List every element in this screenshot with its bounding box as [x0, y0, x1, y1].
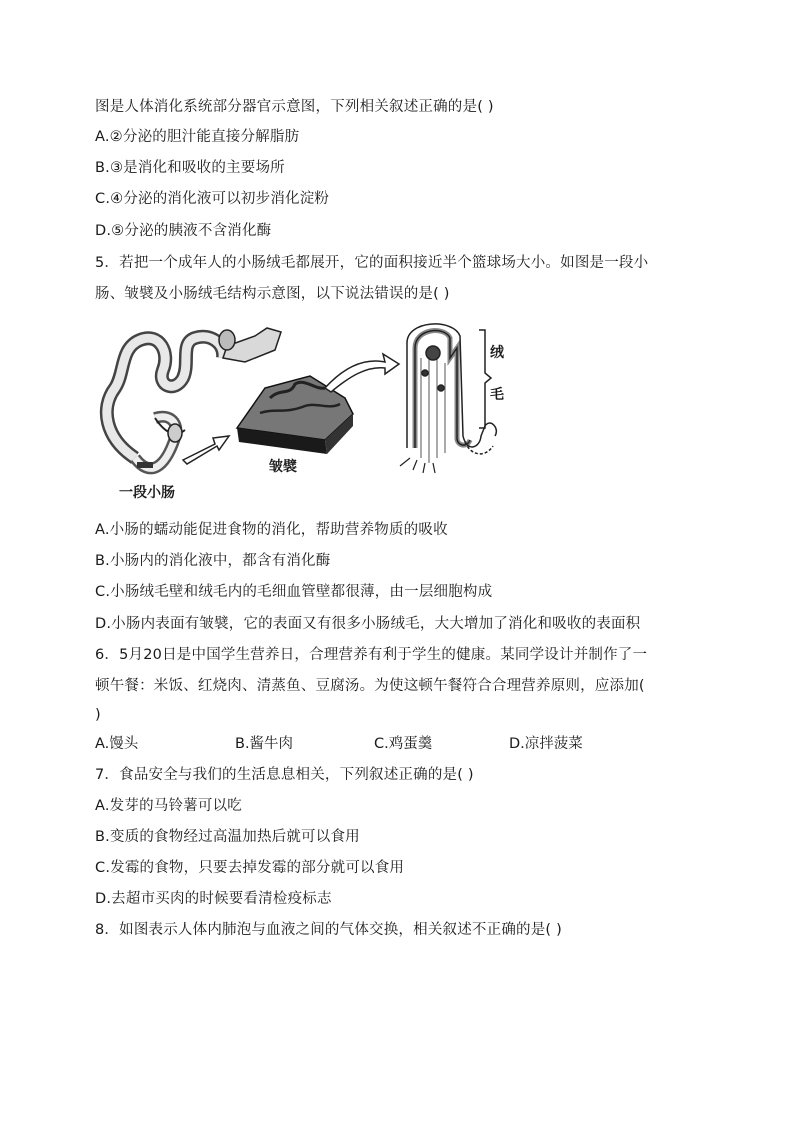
question-6-option-c: C.鸡蛋羹 [374, 736, 433, 752]
question-6-stem-line-1: 6．5月20日是中国学生营养日，合理营养有利于学生的健康。某同学设计并制作了一 [95, 647, 648, 663]
small-intestine-figure [95, 318, 535, 508]
label-small-intestine: 一段小肠 [119, 485, 175, 501]
question-7-option-b: B.变质的食物经过高温加热后就可以食用 [95, 829, 360, 845]
label-villus-char-1: 绒 [490, 345, 504, 361]
question-7-stem: 7．食品安全与我们的生活息息相关，下列叙述正确的是( ) [95, 767, 474, 783]
question-5-stem-line-1: 5．若把一个成年人的小肠绒毛都展开，它的面积接近半个篮球场大小。如图是一段小 [95, 255, 649, 271]
question-6-stem-line-2: 顿午餐：米饭、红烧肉、清蒸鱼、豆腐汤。为使这顿午餐符合合理营养原则，应添加( [95, 678, 645, 694]
question-7-option-c: C.发霉的食物，只要去掉发霉的部分就可以食用 [95, 860, 405, 876]
question-4-option-d: D.⑤分泌的胰液不含消化酶 [95, 223, 272, 239]
question-7-option-a: A.发芽的马铃薯可以吃 [95, 798, 242, 814]
question-4-option-c: C.④分泌的消化液可以初步消化淀粉 [95, 191, 330, 207]
question-6-option-d: D.凉拌菠菜 [509, 736, 583, 752]
intestine-segment-drawing [107, 328, 281, 468]
arrow-to-fold [183, 436, 229, 464]
question-6-option-b: B.酱牛肉 [235, 736, 294, 752]
question-6-options [95, 734, 715, 754]
question-6-option-a: A.馒头 [95, 736, 139, 752]
question-5-option-b: B.小肠内的消化液中，都含有消化酶 [95, 553, 331, 569]
small-intestine-illustration [95, 318, 535, 508]
question-4-option-a: A.②分泌的胆汁能直接分解脂肪 [95, 129, 300, 145]
question-4-stem: 图是人体消化系统部分器官示意图，下列相关叙述正确的是( ) [95, 99, 494, 115]
question-5-option-c: C.小肠绒毛壁和绒毛内的毛细血管壁都很薄，由一层细胞构成 [95, 584, 493, 600]
question-8-stem: 8．如图表示人体内肺泡与血液之间的气体交换，相关叙述不正确的是( ) [95, 922, 562, 938]
question-6-stem-line-3: ) [95, 707, 101, 723]
question-4-option-b: B.③是消化和吸收的主要场所 [95, 160, 285, 176]
arrow-to-villus [325, 354, 399, 392]
question-5-option-a: A.小肠的蠕动能促进食物的消化，帮助营养物质的吸收 [95, 522, 448, 538]
villus-drawing [400, 324, 496, 473]
label-fold: 皱襞 [269, 459, 297, 475]
question-5-option-d: D.小肠内表面有皱襞，它的表面又有很多小肠绒毛，大大增加了消化和吸收的表面积 [95, 616, 641, 632]
label-villus-char-2: 毛 [490, 387, 504, 403]
question-7-option-d: D.去超市买肉的时候要看清检疫标志 [95, 891, 332, 907]
question-5-stem-line-2: 肠、皱襞及小肠绒毛结构示意图，以下说法错误的是( ) [95, 286, 450, 302]
